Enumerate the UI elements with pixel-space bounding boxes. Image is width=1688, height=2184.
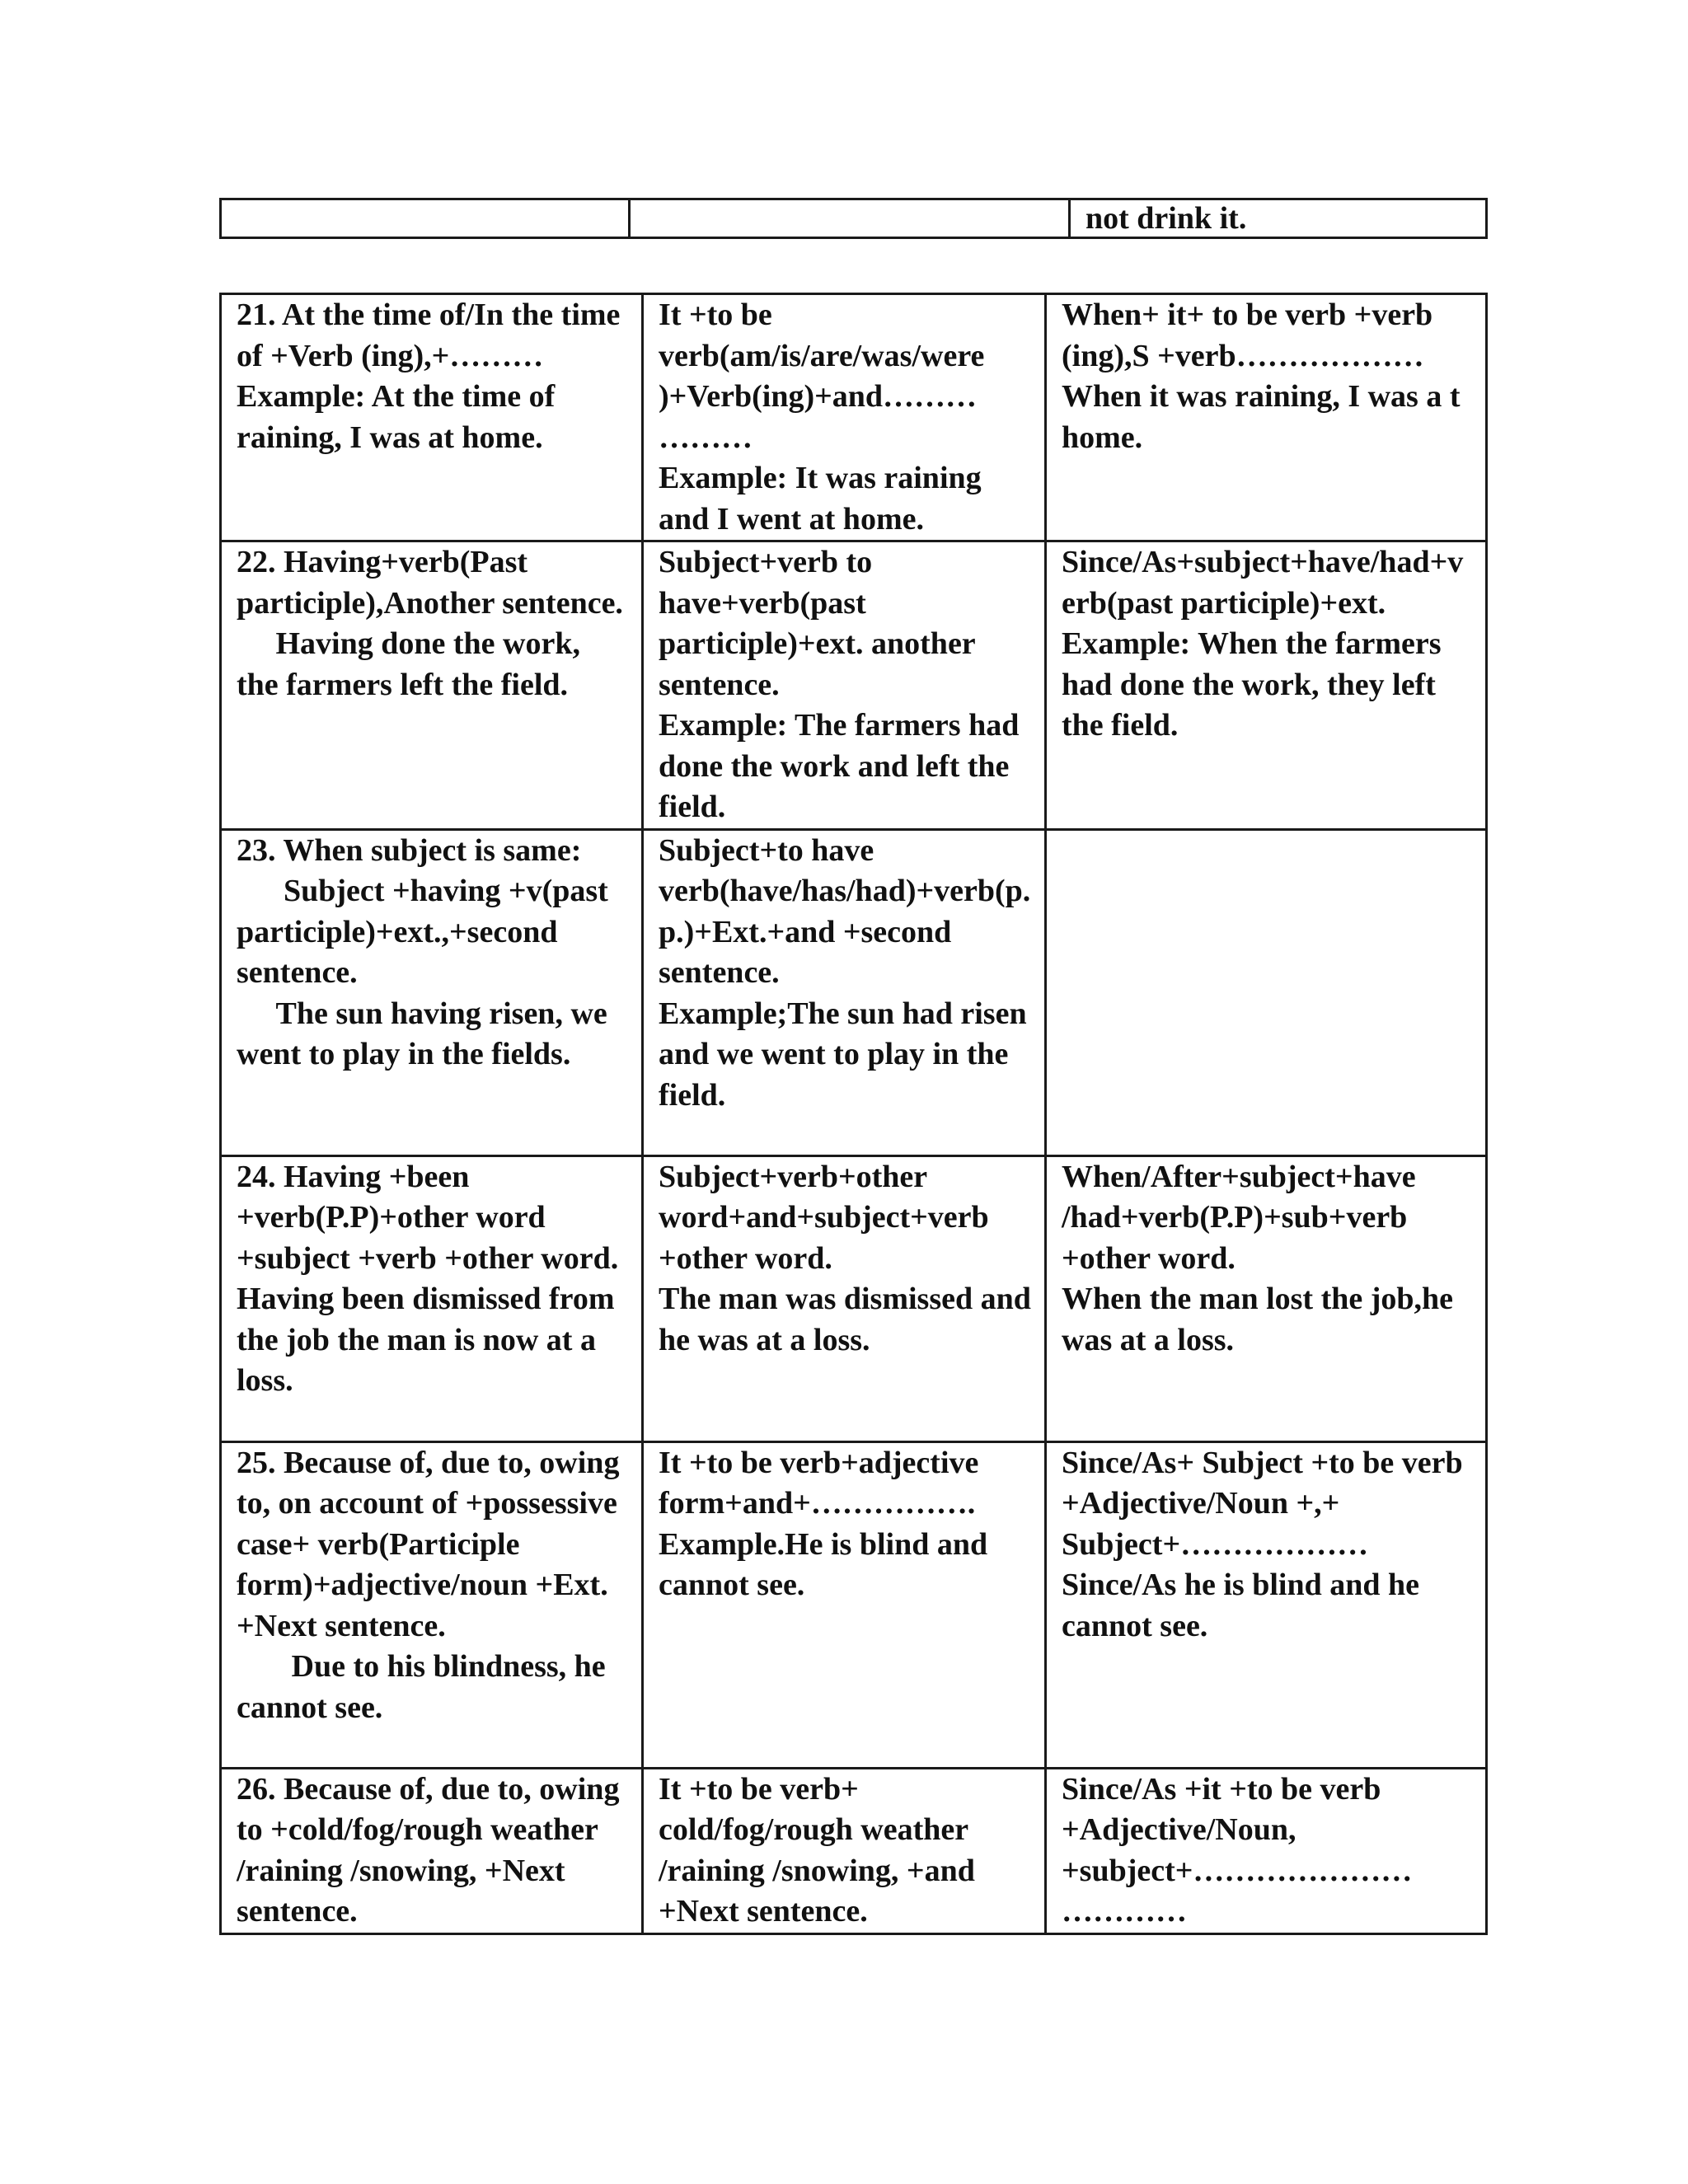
table-cell-rule: 26. Because of, due to, owing to +cold/fog/rough weather /raining /snowing, +Next sentence. [221,1768,643,1933]
table-row [221,829,1487,1155]
table-cell-rule: Since/As+ Subject +to be verb +Adjective/Noun +,+ Subject+……………… Since/As he is blind and he cannot see. [1046,1441,1487,1768]
table-cell-rule: Since/As+subject+have/had+verb(past participle)+ext. Example: When the farmers had done the work, they left the field. [1046,541,1487,830]
table-cell-rule: When/After+subject+have /had+verb(P.P)+sub+verb +other word. When the man lost the job,he was at a loss. [1046,1155,1487,1441]
table-cell-rule: Subject+verb+other word+and+subject+verb +other word. The man was dismissed and he was at a loss. [643,1155,1046,1441]
table-row [221,1441,1487,1768]
table-cell: not drink it. [1070,199,1487,238]
table-cell-rule: 24. Having +been +verb(P.P)+other word +subject +verb +other word. Having been dismissed from the job the man is now at a loss. [221,1155,643,1441]
table-row [221,541,1487,830]
table-row [221,1768,1487,1933]
table-cell [221,199,630,238]
table-cell-rule: When+ it+ to be verb +verb (ing),S +verb……………… When it was raining, I was a t home. [1046,294,1487,541]
table-cell-rule: Subject+verb to have+verb(past participle)+ext. another sentence. Example: The farmers had done the work and left the field. [643,541,1046,830]
table-cell-rule: 25. Because of, due to, owing to, on account of +possessive case+ verb(Participle form)+adjective/noun +Ext. +Next sentence. Due to his blindness, he cannot see. [221,1441,643,1768]
continuation-table [219,198,1488,239]
table-cell [630,199,1070,238]
table-cell-rule: It +to be verb+ cold/fog/rough weather /raining /snowing, +and +Next sentence. [643,1768,1046,1933]
table-cell-rule: It +to be verb+adjective form+and+……………. Example.He is blind and cannot see. [643,1441,1046,1768]
table-cell-rule: 21. At the time of/In the time of +Verb (ing),+……… Example: At the time of raining, I was at home. [221,294,643,541]
table-row [221,294,1487,541]
table-cell-rule: It +to be verb(am/is/are/was/were )+Verb(ing)+and……… ……… Example: It was raining and I went at home. [643,294,1046,541]
table-row [221,1155,1487,1441]
table-cell-rule: Since/As +it +to be verb +Adjective/Noun, +subject+………………… ………… [1046,1768,1487,1933]
table-cell-rule [1046,829,1487,1155]
table-row [221,199,1487,238]
table-cell-rule: Subject+to have verb(have/has/had)+verb(p.p.)+Ext.+and +second sentence. Example;The sun had risen and we went to play in the field. [643,829,1046,1155]
table-cell-rule: 23. When subject is same: Subject +having +v(past participle)+ext.,+second sentence. The sun having risen, we went to play in the fields. [221,829,643,1155]
table-cell-rule: 22. Having+verb(Past participle),Another sentence. Having done the work, the farmers left the field. [221,541,643,830]
grammar-transformation-table [219,293,1488,1935]
